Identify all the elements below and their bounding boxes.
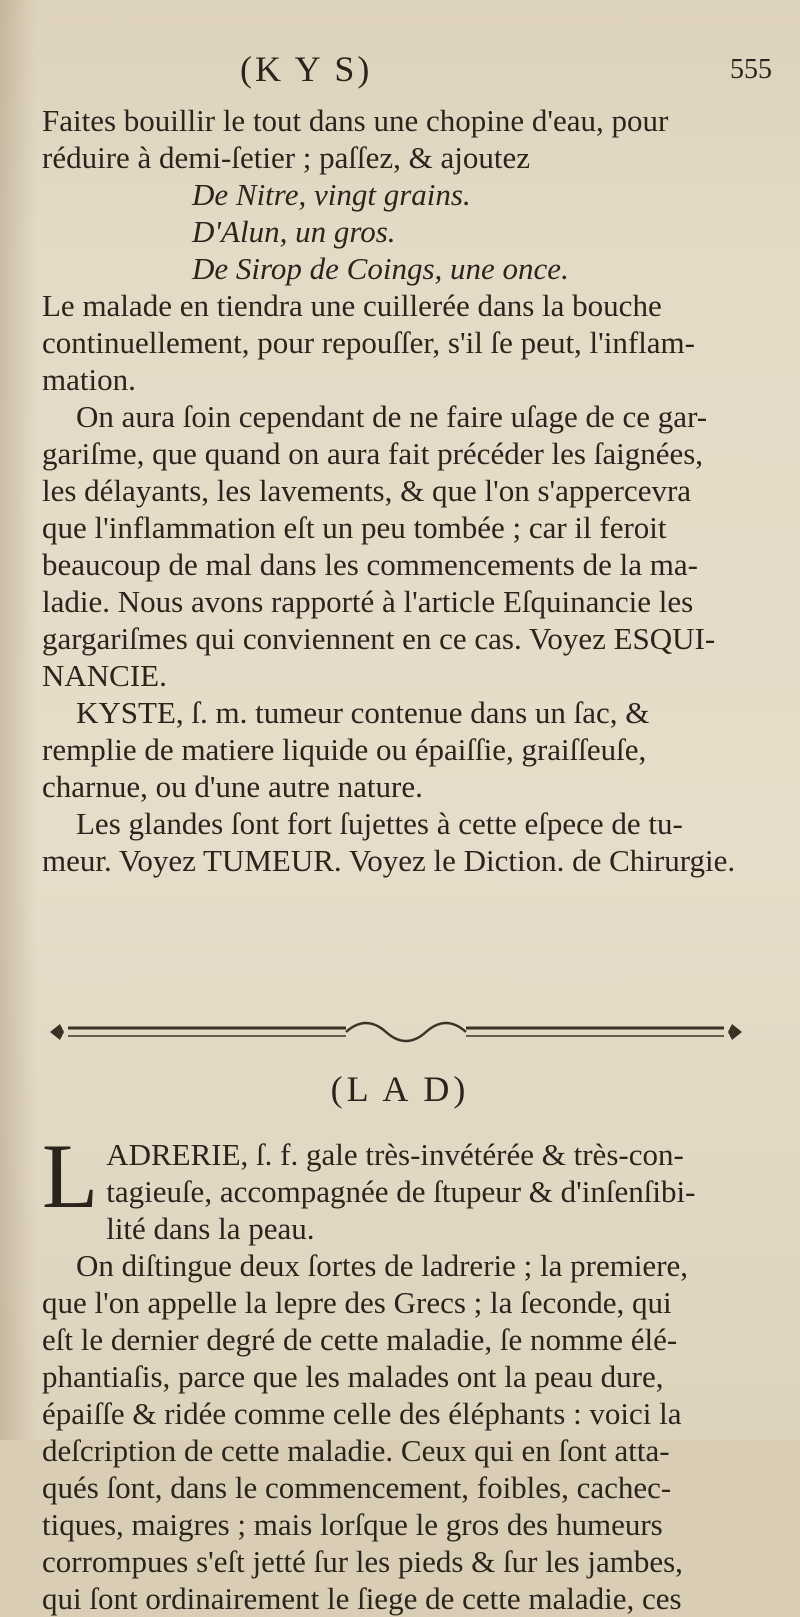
text-line: On diſtingue deux ſortes de ladrerie ; la premiere,	[76, 1248, 689, 1283]
entry-headword-line: KYSTE, ſ. m. tumeur contenue dans un ſac, &	[76, 695, 650, 730]
entry-headword-line: ADRERIE, ſ. f. gale très-invétérée & très-con-	[106, 1137, 684, 1172]
text-line: gargariſmes qui conviennent en ce cas. Voyez ESQUI-	[42, 621, 716, 656]
text-line: Faites bouillir le tout dans une chopine d'eau, pour	[42, 103, 669, 138]
text-line: épaiſſe & ridée comme celle des éléphants : voici la	[42, 1396, 682, 1431]
text-line: On aura ſoin cependant de ne faire uſage de ce gar-	[76, 399, 708, 434]
text-line: qués ſont, dans le commencement, foibles, cachec-	[42, 1470, 672, 1505]
text-line: deſcription de cette maladie. Ceux qui en ſont atta-	[42, 1433, 670, 1468]
text-line: mation.	[42, 362, 136, 397]
text-line: NANCIE.	[42, 658, 167, 693]
drop-cap: L	[42, 1125, 99, 1227]
text-line: Les glandes ſont fort ſujettes à cette eſpece de tu-	[76, 806, 683, 841]
text-block-kyste	[42, 102, 780, 879]
recipe-line: De Sirop de Coings, une once.	[192, 251, 569, 286]
page-header	[0, 48, 800, 98]
text-line: Le malade en tiendra une cuillerée dans la bouche	[42, 288, 662, 323]
text-line: beaucoup de mal dans les commencements de la ma-	[42, 547, 698, 582]
text-line: corrompues s'eſt jetté ſur les pieds & ſur les jambes,	[42, 1544, 683, 1579]
page-number: 555	[730, 54, 772, 85]
text-line: que l'inflammation eſt un peu tombée ; car il feroit	[42, 510, 667, 545]
text-line: qui ſont ordinairement le ſiege de cette maladie, ces	[42, 1581, 682, 1616]
text-line: lité dans la peau.	[106, 1211, 315, 1246]
text-line: gariſme, que quand on aura fait précéder les ſaignées,	[42, 436, 704, 471]
section-heading: (L A D)	[330, 1069, 470, 1109]
running-head: (K Y S)	[240, 49, 373, 89]
text-line: réduire à demi-ſetier ; paſſez, & ajoutez	[42, 140, 531, 175]
text-line: eſt le dernier degré de cette maladie, ſe nomme élé-	[42, 1322, 678, 1357]
text-line: les délayants, les lavements, & que l'on s'appercevra	[42, 473, 692, 508]
recipe-line: De Nitre, vingt grains.	[192, 177, 471, 212]
text-line: tagieuſe, accompagnée de ſtupeur & d'inſenſibi-	[106, 1174, 696, 1209]
text-line: meur. Voyez TUMEUR. Voyez le Diction. de Chirurgie.	[42, 843, 736, 878]
text-line: continuellement, pour repouſſer, s'il ſe peut, l'inflam-	[42, 325, 695, 360]
text-line: charnue, ou d'une autre nature.	[42, 769, 423, 804]
text-line: que l'on appelle la lepre des Grecs ; la ſeconde, qui	[42, 1285, 672, 1320]
text-line: phantiaſis, parce que les malades ont la peau dure,	[42, 1359, 664, 1394]
text-line: ladie. Nous avons rapporté à l'article Eſquinancie les	[42, 584, 694, 619]
text-line: tiques, maigres ; mais lorſque le gros des humeurs	[42, 1507, 663, 1542]
ornamental-divider	[46, 1012, 746, 1052]
text-line: remplie de matiere liquide ou épaiſſie, graiſſeuſe,	[42, 732, 647, 767]
text-block-ladrerie	[42, 1125, 780, 1617]
recipe-line: D'Alun, un gros.	[192, 214, 396, 249]
